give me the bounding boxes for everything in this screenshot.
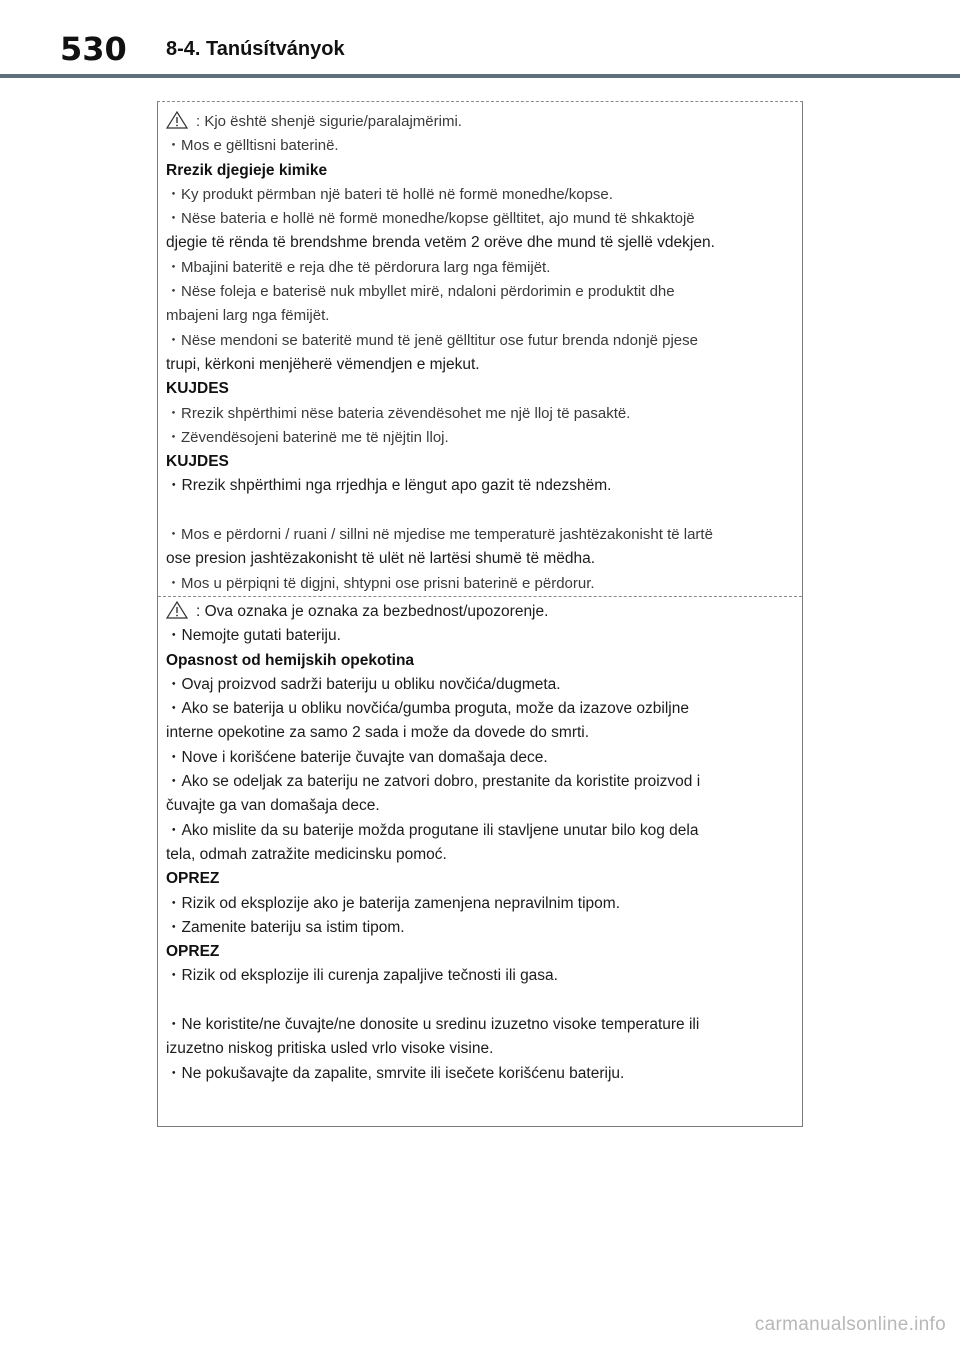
albanian-line-14: ・Zëvendësojeni baterinë me të njëjtin lloj. — [166, 428, 449, 446]
albanian-line-07: ・Mbajini bateritë e reja dhe të përdorura larg nga fëmijët. — [166, 258, 551, 276]
serbian-line-01: : Ova oznaka je oznaka za bezbednost/upozorenje. — [196, 603, 549, 620]
albanian-line-06: djegie të rënda të brendshme brenda vetëm 2 orëve dhe mund të sjellë vdekjen. — [166, 234, 715, 252]
serbian-line-10: ・Ako mislite da su baterije možda progutane ili stavljene unutar bilo kog dela — [166, 821, 699, 839]
serbian-line-02: ・Nemojte gutati bateriju. — [166, 627, 341, 645]
albanian-line-09: mbajeni larg nga fëmijët. — [166, 307, 330, 325]
page-number: 530 — [60, 30, 127, 68]
serbian-safety-symbol-line — [166, 600, 798, 624]
header-rule — [0, 74, 960, 78]
albanian-line-04: ・Ky produkt përmban një bateri të hollë në formë monedhe/kopse. — [166, 185, 613, 203]
serbian-line-06: interne opekotine za samo 2 sada i može da dovede do smrti. — [166, 724, 590, 742]
serbian-line-11: tela, odmah zatražite medicinsku pomoć. — [166, 845, 447, 863]
serbian-spacer — [166, 989, 798, 1013]
warning-triangle-icon — [166, 601, 188, 619]
albanian-line-08: ・Nëse foleja e baterisë nuk mbyllet mirë, ndaloni përdorimin e produktit dhe — [166, 283, 675, 301]
albanian-line-13: ・Rrezik shpërthimi nëse bateria zëvendësohet me një lloj të pasaktë. — [166, 404, 631, 422]
serbian-line-07: ・Nove i korišćene baterije čuvajte van domašaja dece. — [166, 748, 548, 766]
serbian-line-18: izuzetno niskog pritiska usled vrlo visoke visine. — [166, 1040, 494, 1058]
serbian-line-08: ・Ako se odeljak za bateriju ne zatvori dobro, prestanite da koristite proizvod i — [166, 773, 701, 791]
albanian-line-02: ・Mos e gëlltisni baterinë. — [166, 137, 339, 155]
serbian-heading-caution-2: OPREZ — [166, 943, 220, 961]
albanian-line-05: ・Nëse bateria e hollë në formë monedhe/kopse gëlltitet, ajo mund të shkaktojë — [166, 210, 695, 228]
albanian-line-18: ose presion jashtëzakonisht të ulët në lartësi shumë të mëdha. — [166, 550, 596, 568]
albanian-heading-caution-2: KUJDES — [166, 453, 229, 471]
page-header — [0, 0, 960, 80]
albanian-line-17: ・Mos e përdorni / ruani / sillni në mjedise me temperaturë jashtëzakonisht të lartë — [166, 526, 713, 544]
section-title: 8-4. Tanúsítványok — [166, 38, 345, 60]
albanian-warning-section — [166, 110, 798, 596]
serbian-heading-chemical-burn: Opasnost od hemijskih opekotina — [166, 651, 415, 669]
serbian-line-16: ・Rizik od eksplozije ili curenja zapaljive tečnosti ili gasa. — [166, 967, 558, 985]
albanian-line-01: : Kjo është shenjë sigurie/paralajmërimi. — [196, 113, 462, 130]
albanian-line-16: ・Rrezik shpërthimi nga rrjedhja e lëngut apo gazit të ndezshëm. — [166, 477, 612, 495]
albanian-spacer — [166, 499, 798, 523]
warning-triangle-icon — [166, 111, 188, 129]
albanian-heading-caution-1: KUJDES — [166, 380, 229, 398]
serbian-warning-section — [166, 600, 798, 1086]
battery-warning-box — [157, 101, 803, 1127]
watermark: carmanualsonline.info — [754, 1314, 946, 1335]
serbian-line-09: čuvajte ga van domašaja dece. — [166, 797, 380, 815]
serbian-heading-caution-1: OPREZ — [166, 870, 220, 888]
serbian-line-13: ・Rizik od eksplozije ako je baterija zamenjena nepravilnim tipom. — [166, 894, 621, 912]
albanian-heading-chemical-burn: Rrezik djegieje kimike — [166, 161, 328, 179]
serbian-line-04: ・Ovaj proizvod sadrži bateriju u obliku novčića/dugmeta. — [166, 675, 561, 693]
albanian-safety-symbol-line — [166, 110, 798, 134]
serbian-line-05: ・Ako se baterija u obliku novčića/gumba proguta, može da izazove ozbiljne — [166, 700, 689, 718]
serbian-line-14: ・Zamenite bateriju sa istim tipom. — [166, 918, 405, 936]
albanian-line-19: ・Mos u përpiqni të digjni, shtypni ose prisni baterinë e përdorur. — [166, 574, 595, 592]
albanian-line-11: trupi, kërkoni menjëherë vëmendjen e mjekut. — [166, 355, 480, 373]
serbian-line-19: ・Ne pokušavajte da zapalite, smrvite ili isečete korišćenu bateriju. — [166, 1064, 625, 1082]
language-divider — [158, 596, 802, 597]
albanian-line-10: ・Nëse mendoni se bateritë mund të jenë gëlltitur ose futur brenda ndonjë pjese — [166, 331, 698, 349]
serbian-line-17: ・Ne koristite/ne čuvajte/ne donosite u sredinu izuzetno visoke temperature ili — [166, 1016, 700, 1034]
